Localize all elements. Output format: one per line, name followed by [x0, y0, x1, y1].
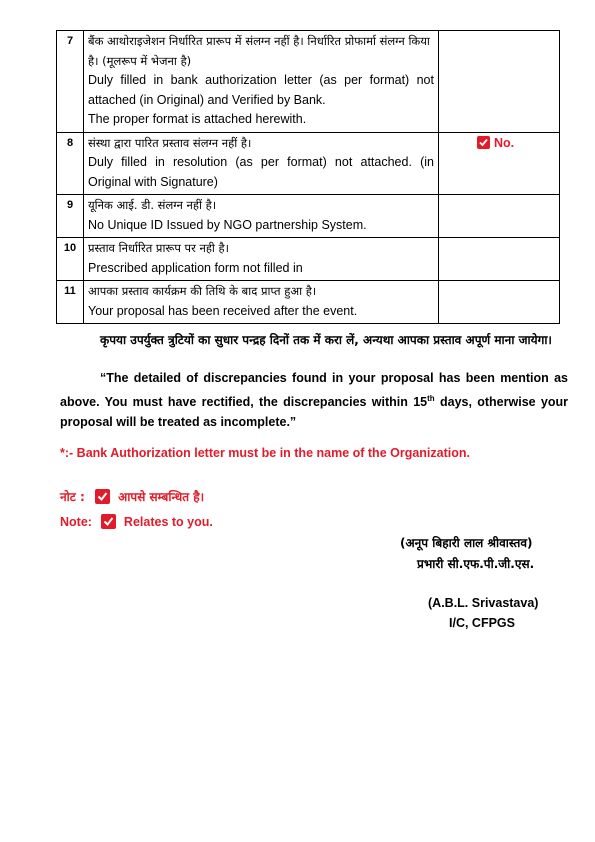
- table-row: [57, 132, 560, 195]
- row-status: [439, 132, 560, 195]
- row-text-english: Your proposal has been received after the event.: [88, 303, 358, 318]
- row-text-hindi: बैंक आथोराइजेशन निर्धारित प्रारूप में संलग्न नहीं है। निर्धारित प्रोफार्मा संलग्न किया है। (मूलरूप में भेजना है): [88, 34, 430, 68]
- row-description: [84, 281, 439, 324]
- row-text-english: Prescribed application form not filled in: [88, 260, 303, 275]
- row-text-english-extra: The proper format is attached herewith.: [88, 112, 307, 126]
- row-status: [439, 281, 560, 324]
- instruction-hindi: कृपया उपर्युक्त त्रुटियों का सुधार पन्द्रह दिनों तक में करा लें, अन्यथा आपका प्रस्ताव अपूर्ण माना जायेगा।: [100, 333, 552, 347]
- row-text-hindi: यूनिक आई. डी. संलग्न नहीं है।: [88, 198, 217, 212]
- row-description: [84, 238, 439, 281]
- signatory-name-hindi: (अनूप बिहारी लाल श्रीवास्तव): [400, 536, 533, 550]
- row-number: 11: [57, 281, 84, 324]
- note-english-label: Note:: [60, 515, 92, 529]
- row-number: 9: [57, 195, 84, 238]
- instruction-english-part1: “The detailed of discrepancies found in your proposal has been mention as above. You must have rectified, the discrepancies within 15: [60, 371, 568, 409]
- bank-authorization-note: *:- Bank Authorization letter must be in the name of the Organization.: [60, 446, 470, 460]
- row-number: 7: [57, 31, 84, 133]
- table-row: [57, 195, 560, 238]
- check-box-icon: [95, 489, 110, 504]
- check-box-icon: [477, 136, 490, 149]
- row-text-english: Duly filled in resolution (as per format) not attached. (in Original with Signature): [88, 155, 434, 189]
- note-hindi-label: नोट :: [60, 490, 85, 504]
- table-row: [57, 31, 560, 133]
- row-text-english: No Unique ID Issued by NGO partnership System.: [88, 217, 367, 232]
- row-description: [84, 31, 439, 133]
- status-label: No.: [494, 135, 515, 150]
- row-text-hindi: संस्था द्वारा पारित प्रस्ताव संलग्न नहीं है।: [88, 135, 252, 150]
- row-number: 10: [57, 238, 84, 281]
- row-text-hindi: प्रस्ताव निर्धारित प्रारूप पर नही है।: [88, 241, 230, 255]
- ordinal-suffix: th: [427, 393, 435, 403]
- note-english-text: Relates to you.: [123, 515, 213, 529]
- note-hindi: [60, 488, 204, 505]
- row-description: [84, 132, 439, 195]
- row-description: [84, 195, 439, 238]
- note-hindi-text: आपसे सम्बन्धित है।: [118, 490, 205, 504]
- signatory-title-hindi: प्रभारी सी.एफ.पी.जी.एस.: [417, 557, 535, 571]
- row-status: [439, 31, 560, 133]
- row-text-english: Duly filled in bank authorization letter (as per format) not attached (in Original) and Verified by Bank.: [88, 73, 434, 107]
- signatory-title-english: I/C, CFPGS: [449, 616, 515, 630]
- check-box-icon: [101, 514, 116, 529]
- status-mark: [443, 134, 555, 154]
- note-english: [60, 514, 213, 529]
- discrepancy-table: [56, 30, 560, 324]
- row-status: [439, 195, 560, 238]
- row-number: 8: [57, 132, 84, 195]
- instruction-english-part2: days, otherwise your proposal will be treated as incomplete.”: [60, 394, 568, 430]
- row-text-hindi: आपका प्रस्ताव कार्यक्रम की तिथि के बाद प्राप्त हुआ है।: [88, 284, 317, 298]
- instruction-english: [60, 368, 568, 433]
- table-row: [57, 281, 560, 324]
- signatory-name-english: (A.B.L. Srivastava): [428, 596, 539, 610]
- row-status: [439, 238, 560, 281]
- table-row: [57, 238, 560, 281]
